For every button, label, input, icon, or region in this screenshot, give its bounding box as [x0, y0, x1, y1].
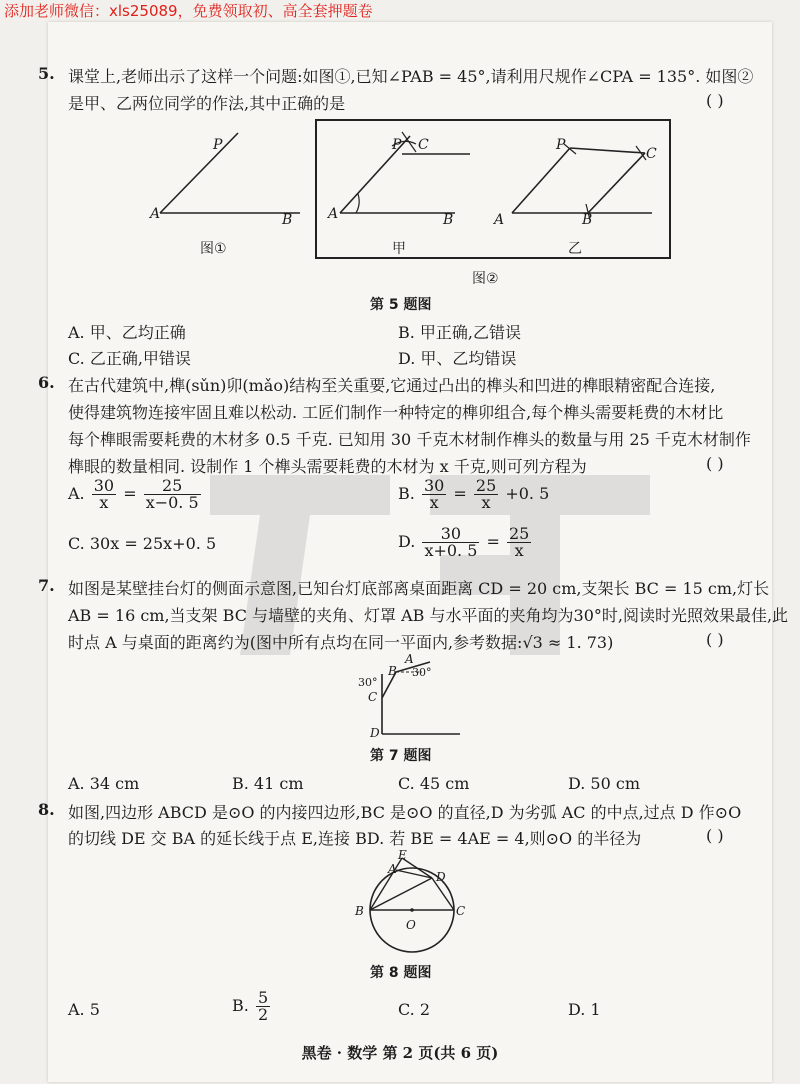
fraction: $\frac{30}{x+0. 5}$ [424, 524, 478, 560]
q8-line1: 如图,四边形 ABCD 是⊙O 的内接四边形,BC 是⊙O 的直径,D 为劣弧 AC 的中点,过点 D 作⊙O [68, 803, 742, 822]
q5-yi-label-P: P [556, 137, 566, 153]
q6-option-d-label: D. [398, 532, 416, 551]
q5-jia-label-A: A [328, 206, 339, 222]
q5-jia-label-C: C [418, 137, 429, 153]
q8-label-E: E [398, 848, 407, 862]
q7-caption: 第 7 题图 [370, 748, 432, 764]
q5-yi-label-B: B [582, 212, 593, 228]
q8-option-c[interactable]: C. 2 [398, 1000, 431, 1019]
q5-jia-label-P: P [392, 137, 402, 153]
q6-number: 6. [38, 373, 55, 392]
fraction: $\frac{25}{x}$ [475, 476, 497, 512]
q7-option-b[interactable]: B. 41 cm [232, 774, 304, 793]
q5-option-b[interactable]: B. 甲正确,乙错误 [398, 323, 522, 342]
fraction: $\frac{25}{x-0. 5}$ [145, 476, 199, 512]
q5-fig2-caption: 图② [472, 271, 499, 287]
q5-jia-label-B: B [443, 212, 454, 228]
q8-circle-figure [360, 848, 470, 958]
q5-jia-caption: 甲 [392, 241, 406, 257]
q7-line2: AB = 16 cm,当支架 BC 与墙壁的夹角、灯罩 AB 与水平面的夹角均为30°时,阅读时光照效果最佳,此 [68, 606, 789, 625]
q7-label-A: A [405, 652, 414, 666]
q5-label-A: A [150, 206, 161, 222]
q8-option-b[interactable] [232, 990, 272, 1023]
q5-yi-label-C: C [646, 146, 657, 162]
q8-label-C: C [456, 904, 466, 918]
q5-figure1 [160, 133, 300, 213]
q7-angle-left: 30° [358, 676, 378, 689]
q6-line2: 使得建筑物连接牢固且难以松动. 工匠们制作一种特定的榫卯组合,每个榫头需要耗费的木材比 [68, 403, 724, 422]
q6-option-d[interactable]: D. $\frac{30}{x+0. 5}$ = $\frac{25}{x}$ [398, 524, 530, 560]
q7-option-a[interactable]: A. 34 cm [68, 774, 140, 793]
q7-answer-paren: ( ) [706, 630, 724, 649]
q7-label-C: C [368, 690, 378, 704]
q8-option-d[interactable]: D. 1 [568, 1000, 601, 1019]
q7-label-B: B [388, 664, 397, 678]
q6-option-c[interactable]: C. 30x = 25x+0. 5 [68, 534, 217, 553]
fraction: $\frac{5}{2}$ [257, 988, 269, 1024]
q5-line2: 是甲、乙两位同学的作法,其中正确的是 [68, 94, 346, 113]
q5-yi-label-A: A [494, 212, 505, 228]
q7-label-D: D [370, 726, 380, 740]
q7-angle-top: 30° [412, 666, 432, 679]
q5-option-c[interactable]: C. 乙正确,甲错误 [68, 349, 191, 368]
q6-line3: 每个榫眼需要耗费的木材多 0.5 千克. 已知用 30 千克木材制作榫头的数量与用 25 千克木材制作 [68, 430, 751, 449]
q8-number: 8. [38, 800, 55, 819]
q8-option-b-label: B. [232, 996, 249, 1015]
q8-answer-paren: ( ) [706, 826, 724, 845]
fraction: $\frac{30}{x}$ [93, 476, 115, 512]
q6-option-a[interactable]: A. $\frac{30}{x}$ = $\frac{25}{x-0. 5}$ [68, 476, 199, 512]
q7-line1: 如图是某壁挂台灯的侧面示意图,已知台灯底部离桌面距离 CD = 20 cm,支架长 BC = 15 cm,灯长 [68, 579, 770, 598]
q8-line2: 的切线 DE 交 BA 的延长线于点 E,连接 BD. 若 BE = 4AE = 4,则⊙O 的半径为 [68, 829, 642, 848]
fraction: $\frac{25}{x}$ [509, 524, 530, 560]
q7-number: 7. [38, 576, 55, 595]
q6-option-b[interactable]: B. $\frac{30}{x}$ = $\frac{25}{x}$ +0. 5 [398, 476, 550, 512]
q6-line4: 榫眼的数量相同. 设制作 1 个榫头需要耗费的木材为 x 千克,则可列方程为 [68, 457, 587, 476]
q5-figure-jia [340, 132, 470, 213]
q5-label-P: P [213, 137, 223, 153]
q5-label-B: B [282, 212, 293, 228]
q5-caption: 第 5 题图 [370, 297, 432, 313]
q8-option-a[interactable]: A. 5 [68, 1000, 100, 1019]
q6-option-a-label: A. [68, 484, 85, 503]
q5-yi-caption: 乙 [568, 241, 582, 257]
q8-label-O: O [406, 918, 416, 932]
q5-figure-yi [512, 144, 652, 220]
promo-text: 添加老师微信：xls25089，免费领取初、高全套押题卷 [4, 2, 373, 20]
fraction: $\frac{30}{x}$ [423, 476, 445, 512]
q5-fig1-caption: 图① [200, 241, 227, 257]
q6-answer-paren: ( ) [706, 454, 724, 473]
page-footer: 黑卷 · 数学 第 2 页(共 6 页) [301, 1044, 499, 1062]
q8-caption: 第 8 题图 [370, 965, 432, 981]
q8-label-B: B [355, 904, 364, 918]
q7-line3: 时点 A 与桌面的距离约为(图中所有点均在同一平面内,参考数据:√3 ≈ 1. 73) [68, 633, 614, 652]
q5-answer-paren: ( ) [706, 91, 724, 110]
q5-option-a[interactable]: A. 甲、乙均正确 [68, 323, 186, 342]
q8-label-D: D [436, 870, 446, 884]
q5-line1: 课堂上,老师出示了这样一个问题:如图①,已知∠PAB = 45°,请利用尺规作∠CPA = 135°. 如图② [68, 67, 754, 86]
q5-option-d[interactable]: D. 甲、乙均错误 [398, 349, 517, 368]
q7-option-d[interactable]: D. 50 cm [568, 774, 641, 793]
q6-option-b-label: B. [398, 484, 415, 503]
q6-line1: 在古代建筑中,榫(sǔn)卯(mǎo)结构至关重要,它通过凸出的榫头和凹进的榫眼精密配合连接, [68, 376, 716, 395]
q7-option-c[interactable]: C. 45 cm [398, 774, 470, 793]
q5-figure2-frame [316, 120, 670, 258]
q5-number: 5. [38, 64, 55, 83]
q8-label-A: A [388, 862, 397, 876]
